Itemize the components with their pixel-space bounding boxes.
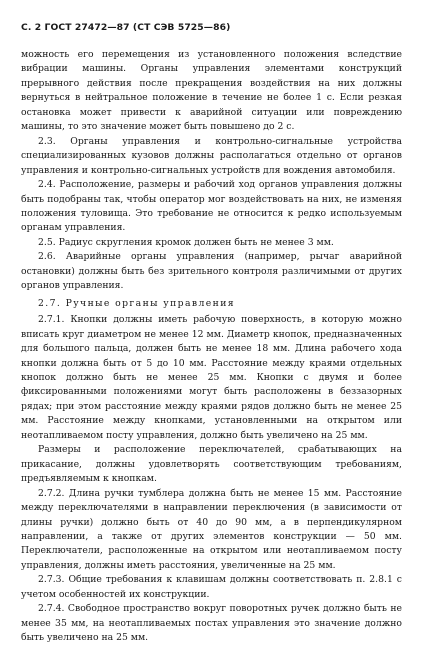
- paragraph-2-7-3: 2.7.3. Общие требования к клавишам должны соответствовать п. 2.8.1 с учетом особенностей их конструкции.: [21, 574, 402, 600]
- page-header: С. 2 ГОСТ 27472—87 (СТ СЭВ 5725—86): [21, 22, 231, 33]
- paragraph-2-7-2: 2.7.2. Длина ручки тумблера должна быть не менее 15 мм. Расстояние между переключателями в направлении переключения (в зависимости от длины ручки) должно быть от 40 до 90 мм, а в перпендикулярном направлении, а также от других элементов конструкции — 50 мм. Переключатели, расположенные на открытом или неотапливаемом посту управления, должны иметь расстояния, увеличенные на 25 мм.: [21, 487, 402, 571]
- paragraph-2-6: 2.6. Аварийные органы управления (например, рычаг аварийной остановки) должны быть без зрительного контроля различимыми от других органов управления.: [21, 251, 402, 292]
- body-text: [21, 48, 402, 646]
- paragraph-2-7-4: 2.7.4. Свободное пространство вокруг поворотных ручек должно быть не менее 35 мм, на неотапливаемых постах управления это значение должно быть увеличено на 25 мм.: [21, 603, 402, 644]
- paragraph-switches: Размеры и расположение переключателей, срабатывающих на прикасание, должны удовлетворять соответствующим требованиям, предъявляемым к кнопкам.: [21, 444, 402, 485]
- section-title-2-7: 2.7. Ручные органы управления: [38, 297, 236, 309]
- paragraph-2-4: 2.4. Расположение, размеры и рабочий ход органов управления должны быть подобраны так, чтобы оператор мог воздействовать на них, не изменяя положения туловища. Это требование не относится к редко используемым органам управления.: [21, 179, 402, 234]
- paragraph-2-5: 2.5. Радиус скругления кромок должен быть не менее 3 мм.: [38, 236, 334, 248]
- paragraph-2-3: 2.3. Органы управления и контрольно-сигнальные устройства специализированных кузовов должны располагаться отдельно от органов управления и контрольно-сигнальных устройств для вождения автомобиля.: [21, 135, 402, 176]
- paragraph-2-7-1: 2.7.1. Кнопки должны иметь рабочую поверхность, в которую можно вписать круг диаметром не менее 12 мм. Диаметр кнопок, предназначенных для большого пальца, должен быть не менее 18 мм. Длина рабочего хода кнопки должна быть от 5 до 10 мм. Расстояние между краями отдельных кнопок должно быть не менее 25 мм. Кнопки с двумя и более фиксированными положениями могут быть расположены в беззазорных рядах; при этом расстояние между краями рядов должно быть не менее 25 мм. Расстояние между кнопками, установленными на открытом или неотапливаемом посту управления, должно быть увеличено на 25 мм.: [21, 314, 402, 441]
- paragraph-continuation: можность его перемещения из установленного положения вследствие вибрации машины. Органы управления элементами конструкций прерывного действия после прекращения воздействия на них должны вернуться в нейтральное положение в течение не более 1 с. Если резкая остановка может привести к аварийной ситуации или повреждению машины, то это значение может быть повышено до 2 с.: [21, 49, 402, 133]
